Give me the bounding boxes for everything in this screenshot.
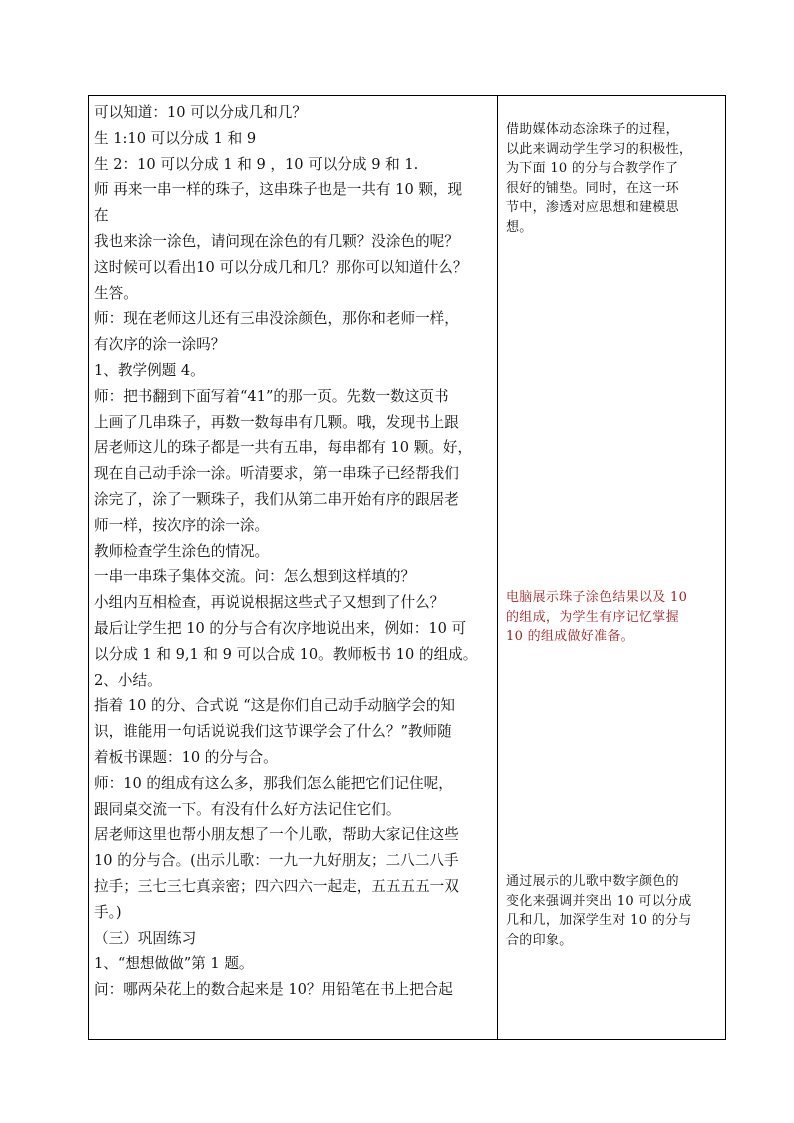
teaching-process-column — [94, 100, 494, 1003]
note-line: 以此来调动学生学习的积极性， — [506, 141, 693, 157]
column-divider — [497, 95, 498, 1040]
text-line: 跟同桌交流一下。有没有什么好方法记住它们。 — [94, 800, 401, 818]
design-note-rhyme — [506, 872, 720, 950]
text-line: 生 1:10 可以分成 1 和 9 — [94, 129, 257, 147]
text-line: 问：哪两朵花上的数合起来是 10？用铅笔在书上把合起 — [94, 981, 453, 999]
text-line: 2、小结。 — [94, 671, 162, 689]
note-line: 变化来强调并突出 10 可以分成 — [506, 893, 692, 909]
design-note-computer — [506, 588, 720, 647]
text-line: 1、教学例题 4。 — [94, 361, 205, 379]
design-note-media — [506, 120, 720, 237]
text-line: 在 — [94, 207, 109, 225]
text-line: 拉手；三七三七真亲密；四六四六一起走，五五五五一双 — [94, 877, 459, 895]
text-line: 居老师这儿的珠子都是一共有五串，每串都有 10 颗。好， — [94, 439, 473, 457]
text-line: 识，谁能用一句话说说我们这节课学会了什么？”教师随 — [94, 723, 452, 741]
note-line: 借助媒体动态涂珠子的过程， — [506, 122, 679, 137]
note-line: 通过展示的儿歌中数字颜色的 — [506, 874, 679, 889]
text-line: 一串一串珠子集体交流。问：怎么想到这样填的？ — [94, 568, 416, 586]
note-line: 电脑展示珠子涂色结果以及 10 — [506, 590, 688, 605]
text-line: 这时候可以看出10 可以分成几和几？那你可以知道什么？ — [94, 258, 468, 276]
text-line: 教师检查学生涂色的情况。 — [94, 542, 270, 560]
text-line: 师 再来一串一样的珠子，这串珠子也是一共有 10 颗，现 — [94, 181, 463, 199]
text-line: 以分成 1 和 9,1 和 9 可以合成 10。教师板书 10 的组成。 — [94, 645, 478, 663]
text-line: 生答。 — [94, 284, 138, 302]
note-line: 10 的组成做好准备。 — [506, 629, 634, 644]
text-line: 师：把书翻到下面写着“41”的那一页。先数一数这页书 — [94, 387, 449, 405]
text-line: 着板书课题：10 的分与合。 — [94, 748, 278, 766]
text-line: 师：现在老师这儿还有三串没涂颜色，那你和老师一样， — [94, 310, 459, 328]
text-line: 指着 10 的分、合式说 “这是你们自己动手动脑学会的知 — [94, 697, 456, 715]
text-line: 手。) — [94, 903, 122, 921]
note-line: 想。 — [506, 219, 533, 235]
note-line: 很好的铺垫。同时，在这一环 — [506, 180, 679, 196]
text-line: 我也来涂一涂色，请问现在涂色的有几颗？没涂色的呢？ — [94, 232, 459, 250]
note-line: 节中，渗透对应思想和建模思 — [506, 200, 679, 215]
text-line: 师一样，按次序的涂一涂。 — [94, 516, 270, 534]
note-line: 的组成，为学生有序记忆掌握 — [506, 609, 679, 625]
text-line: 可以知道：10 可以分成几和几？ — [94, 104, 307, 121]
text-line: 师：10 的组成有这么多，那我们怎么能把它们记住呢， — [94, 774, 453, 792]
text-line: 上画了几串珠子，再数一数每串有几颗。哦，发现书上跟 — [94, 413, 459, 431]
text-line: 有次序的涂一涂吗？ — [94, 336, 226, 354]
note-line: 几和几，加深学生对 10 的分与 — [506, 913, 692, 928]
text-line: 10 的分与合。(出示儿歌：一九一九好朋友；二八二八手 — [94, 852, 459, 870]
text-line: 居老师这里也帮小朋友想了一个儿歌，帮助大家记住这些 — [94, 826, 459, 844]
text-line: （三）巩固练习 — [94, 929, 197, 947]
note-line: 合的印象。 — [506, 932, 573, 948]
text-line: 1、“想想做做”第 1 题。 — [94, 955, 254, 973]
text-line: 小组内互相检查，再说说根据这些式子又想到了什么？ — [94, 594, 445, 612]
text-line: 最后让学生把 10 的分与合有次序地说出来，例如：10 可 — [94, 619, 467, 637]
text-line: 涂完了，涂了一颗珠子，我们从第二串开始有序的跟居老 — [94, 490, 459, 508]
text-line: 生 2：10 可以分成 1 和 9 ，10 可以分成 9 和 1. — [94, 155, 419, 173]
text-line: 现在自己动手涂一涂。听清要求，第一串珠子已经帮我们 — [94, 465, 459, 483]
note-line: 为下面 10 的分与合教学作了 — [506, 161, 679, 176]
